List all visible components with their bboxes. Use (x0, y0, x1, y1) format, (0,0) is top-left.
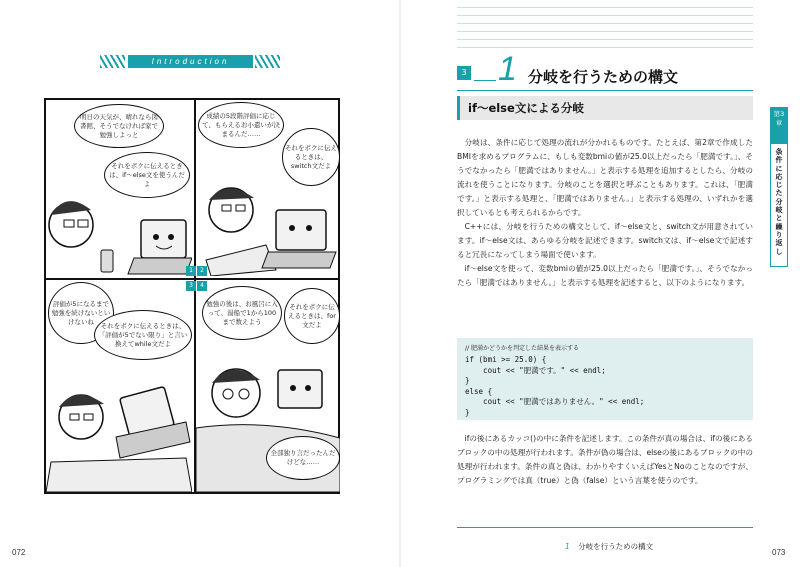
code-line: if (bmi >= 25.0) { (465, 355, 547, 364)
panel-divider-horizontal (46, 278, 338, 280)
bubble-3: 成績の5段階評価に応じて、もらえるお小遣いが決まるんだ…… (198, 102, 284, 148)
code-line: } (465, 407, 470, 417)
bubble-9: 全部独り言だったんだけどな…… (266, 436, 340, 480)
comic-strip (44, 98, 340, 494)
chapter-line (474, 80, 496, 81)
code-line: else { (465, 386, 493, 396)
code-block (457, 338, 753, 420)
code-line: cout << "肥満です。" << endl; (465, 365, 606, 375)
bubble-2: それをボクに伝えるときは、if～else文を使うんだよ (104, 152, 190, 198)
panel-number-1: 1 (186, 266, 196, 276)
section-title: 分岐を行うための構文 (528, 68, 679, 86)
title-rule (457, 90, 753, 91)
intro-decoration-right (255, 55, 280, 68)
running-footer (565, 541, 653, 552)
subheading: if～else文による分岐 (468, 101, 584, 115)
paragraph-4: ifの後にあるカッコ()の中に条件を記述します。この条件が真の場合は、ifの後にあるブロックの中の処理が行われます。条件が偽の場合は、elseの後にあるブロックの中の処理が行われます。条件の真と偽は、わかりやすくいえばYesとNoのことなのですが、プログラミングでは真（true）と偽（false）という言葉を使うのです。 (457, 434, 753, 485)
body-text-lower (457, 432, 753, 488)
subheading-bar (457, 96, 753, 120)
intro-banner: Introduction (128, 55, 253, 68)
bubble-1: 明日の天気が、晴れなら図書館、そうでなければ家で勉強しよっと (74, 104, 164, 148)
paragraph-3: if～else文を使って、変数bmiの値が25.0以上だったら「肥満です。」、そうでなかったら「肥満ではありません。」と表示する処理を記述すると、以下のようになります。 (457, 264, 753, 287)
chapter-box: 3 (457, 66, 471, 80)
page-number-right: 073 (772, 548, 786, 557)
paragraph-2: C++には、分岐を行うための構文として、if～else文と、switch文が用意されています。if～else文は、あらゆる分岐を記述できます。switch文は、if～else文で記述すると冗長になってしまう場面で使います。 (457, 222, 753, 259)
panel3-illustration (46, 362, 192, 492)
code-line: cout << "肥満ではありません。" << endl; (465, 397, 645, 406)
section-number: 1 (498, 50, 517, 88)
bubble-8: それをボクに伝えるときは、for文だよ (284, 288, 340, 344)
bubble-7: 勉強の後は、お風呂に入って、湯船で1から100まで数えよう (202, 286, 282, 340)
body-text-upper (457, 136, 753, 290)
chapter-side-tab (770, 107, 788, 267)
code-comment: // 肥満かどうかを判定した結果を表示する (465, 345, 579, 352)
panel-number-2: 2 (197, 266, 207, 276)
footer-title: 分岐を行うための構文 (578, 542, 654, 551)
bubble-5: 評価が5になるまで勉強を続けないといけないね (48, 282, 114, 344)
paragraph-1: 分岐は、条件に応じて処理の流れが分かれるものです。たとえば、第2章で作成したBMIを求めるプログラムに、もしも変数bmiの値が25.0以上だったら「肥満です。」、そうでなかったら「肥満ではありません。」と表示する処理を追加するとしたら、分岐の流れを使うことになります。分岐のことを選択と呼ぶこともあります。これは、「肥満です。」と表示する処理と、「肥満ではありません。」と表示する処理の、いずれかを選択しているとも考えられるからです。 (457, 138, 753, 217)
code-line: } (465, 376, 470, 385)
bubble-6: それをボクに伝えるときは、「評価が5でない限り」と言い換えてwhile文だよ (94, 310, 192, 360)
right-page (400, 0, 800, 567)
page-number-left: 072 (12, 548, 26, 557)
footer-section-number: 1 (565, 542, 570, 551)
header-stripes (457, 0, 753, 50)
panel-number-3: 3 (186, 281, 196, 291)
side-tab-chapter: 第3章 (771, 108, 787, 144)
panel-number-4: 4 (197, 281, 207, 291)
side-tab-title: 条件に応じた分岐と繰り返し (775, 148, 783, 256)
intro-decoration-left (100, 55, 125, 68)
bubble-4: それをボクに伝えるときは、switch文だよ (282, 128, 340, 186)
footer-rule (457, 527, 753, 528)
